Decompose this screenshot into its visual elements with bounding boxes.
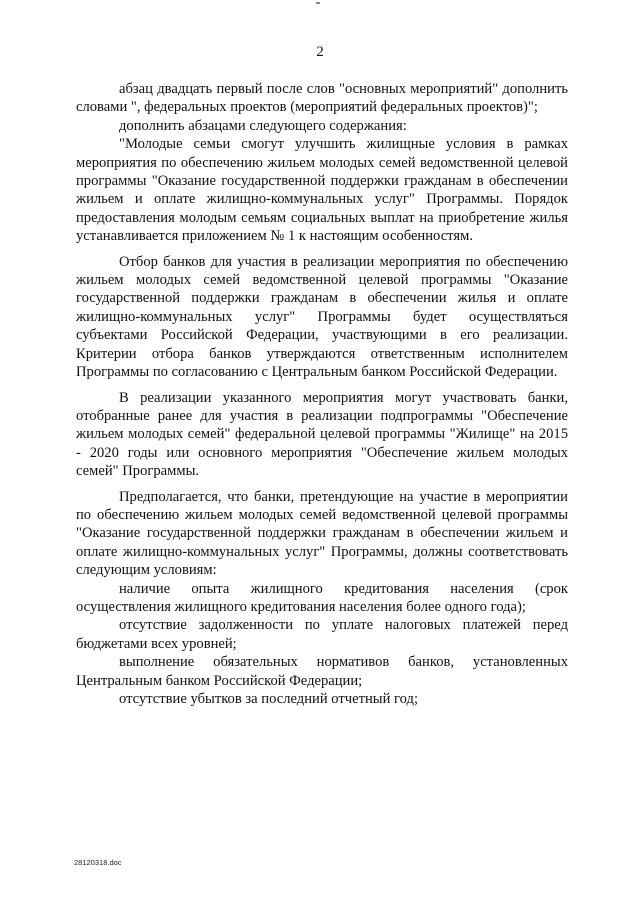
list-item-condition-no-losses: отсутствие убытков за последний отчетный год; [119,691,419,707]
list-item-condition-experience: наличие опыта жилищного кредитования населения (срок осуществления жилищного кредитования населения более одного года); [76,580,568,615]
paragraph-bank-selection: Отбор банков для участия в реализации мероприятия по обеспечению жильем молодых семей ведомственной целевой программы "Оказание государственной поддержки гражданам в обеспечении жилья и оплате жилищно-коммунальных услуг" Программы будет осуществляться субъектами Российской Федерации, участвующими в его реализации. Критерии отбора банков утверждаются ответственным исполнителем Программы по согласованию с Центральным банком Российской Федерации. [76,253,568,381]
paragraph-bank-conditions: Предполагается, что банки, претендующие на участие в мероприятии по обеспечению жильем молодых семей ведомственной целевой программы "Оказание государственной поддержки гражданам в обеспечении жильем и оплате жилищно-коммунальных услуг" Программы, должны соответствовать следующим условиям: [76,488,568,579]
paragraph-participating-banks: В реализации указанного мероприятия могут участвовать банки, отобранные ранее для участия в реализации подпрограммы "Обеспечение жильем молодых семей" федеральной целевой программы "Жилище" на 2015 - 2020 годы или основного мероприятия "Обеспечение жильем молодых семей" Программы. [76,389,568,480]
document-body [76,80,568,708]
paragraph-addition-intro: дополнить абзацами следующего содержания: [119,117,407,134]
paragraph-young-families: "Молодые семьи смогут улучшить жилищные условия в рамках мероприятия по обеспечению жильем молодых семей ведомственной целевой программы "Оказание государственной поддержки гражданам в обеспечении жильем и оплате жилищно-коммунальных услуг" Программы. Порядок предоставления молодым семьям социальных выплат на приобретение жилья устанавливается приложением № 1 к настоящим особенностям. [76,136,568,245]
footer-file-code: 28120318.doc [74,858,122,867]
scan-mark [316,2,320,4]
list-item-condition-norms: выполнение обязательных нормативов банков, установленных Центральным банком Российской Федерации; [76,654,568,689]
page-number: 2 [316,44,324,60]
paragraph-amendment: абзац двадцать первый после слов "основных мероприятий" дополнить словами ", федеральных проектов (мероприятий федеральных проектов)"; [76,81,568,116]
list-item-condition-no-debt: отсутствие задолженности по уплате налоговых платежей перед бюджетами всех уровней; [76,617,568,652]
